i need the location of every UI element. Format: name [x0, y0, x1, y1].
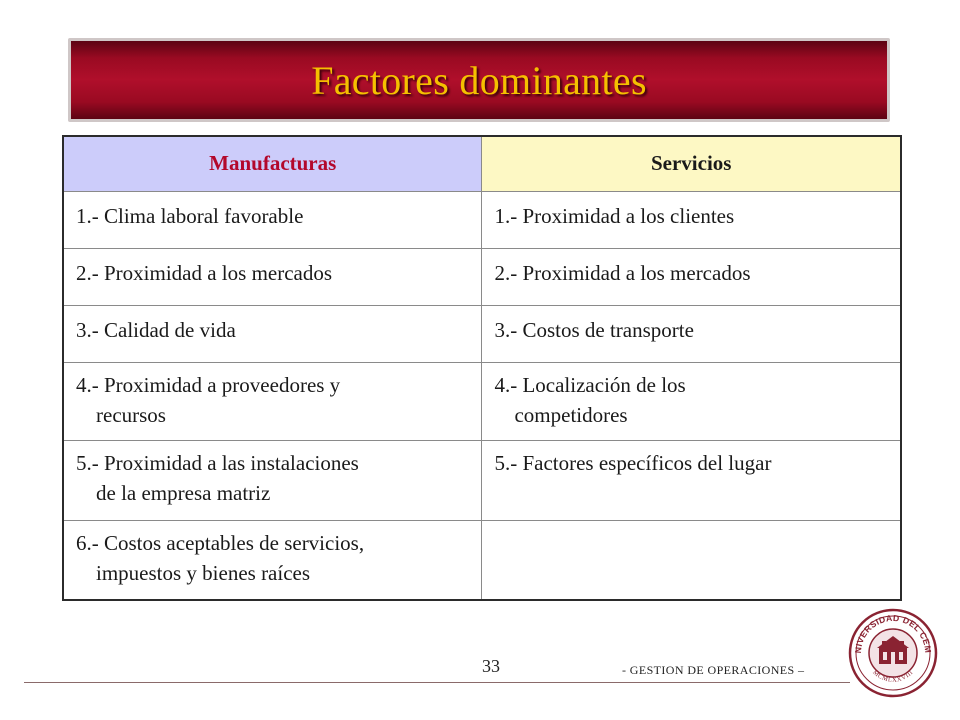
cell-text-continuation: impuestos y bienes raíces — [96, 560, 311, 585]
servicios-cell — [482, 191, 901, 248]
manufacturas-cell — [63, 520, 482, 600]
manufacturas-cell — [63, 191, 482, 248]
cell-text: 4.- Proximidad a proveedores y — [76, 372, 341, 397]
cell-text: 5.- Factores específicos del lugar — [494, 450, 772, 475]
cell-text: 3.- Costos de transporte — [494, 317, 694, 342]
slide-title: Factores dominantes — [311, 57, 647, 103]
footer-divider — [24, 682, 850, 683]
cell-text: 3.- Calidad de vida — [76, 317, 236, 342]
cell-text: 2.- Proximidad a los mercados — [76, 260, 333, 285]
cell-text: 2.- Proximidad a los mercados — [494, 260, 751, 285]
servicios-cell — [482, 305, 901, 362]
servicios-cell — [482, 362, 901, 440]
factors-table — [62, 135, 902, 601]
cell-text: 1.- Proximidad a los clientes — [494, 203, 735, 228]
header-manufacturas: Manufacturas — [63, 136, 482, 191]
table-row — [63, 520, 901, 600]
manufacturas-cell — [63, 248, 482, 305]
cell-text-continuation: de la empresa matriz — [96, 480, 271, 505]
cell-text-continuation: recursos — [96, 402, 166, 427]
servicios-cell — [482, 440, 901, 520]
servicios-cell-empty — [482, 520, 901, 600]
table-row — [63, 305, 901, 362]
seal-emblem-icon — [848, 608, 938, 698]
svg-text:MCMLXXVIII: MCMLXXVIII — [871, 669, 915, 684]
table-row — [63, 191, 901, 248]
cell-text: 4.- Localización de los — [494, 372, 686, 397]
svg-text:UNIVERSIDAD DEL CEMA: NIVERSIDAD DEL CEM — [852, 612, 934, 654]
cell-text: 5.- Proximidad a las instalaciones — [76, 450, 359, 475]
university-seal-logo — [848, 608, 938, 698]
cell-text: 1.- Clima laboral favorable — [76, 203, 304, 228]
cell-text-continuation: competidores — [514, 402, 628, 427]
servicios-cell — [482, 248, 901, 305]
manufacturas-cell — [63, 362, 482, 440]
manufacturas-cell — [63, 440, 482, 520]
page-number: 33 — [482, 656, 500, 676]
table-row — [63, 248, 901, 305]
table-row — [63, 362, 901, 440]
course-label: - GESTION DE OPERACIONES – — [622, 663, 805, 677]
cell-text: 6.- Costos aceptables de servicios, — [76, 530, 365, 555]
table-row — [63, 440, 901, 520]
manufacturas-cell — [63, 305, 482, 362]
title-banner — [68, 38, 890, 122]
header-servicios: Servicios — [482, 136, 901, 191]
table-header-row — [63, 136, 901, 191]
